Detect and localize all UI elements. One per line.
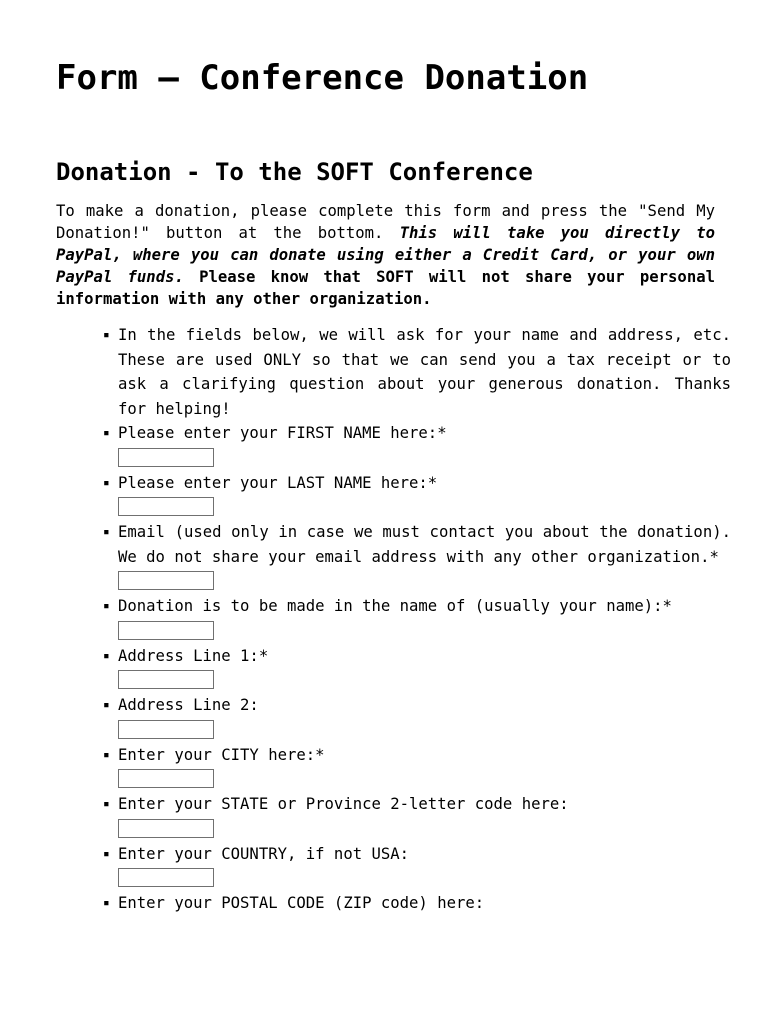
address-line-2-input[interactable] (118, 720, 214, 739)
bullet-icon: ▪ (103, 698, 110, 711)
bullet-icon: ▪ (103, 648, 110, 662)
email-input[interactable] (118, 571, 214, 590)
first-name-input[interactable] (118, 448, 214, 467)
first-name-label: Please enter your FIRST NAME here:* (118, 424, 447, 442)
section-heading: Donation - To the SOFT Conference (56, 158, 533, 186)
bullet-icon: ▪ (103, 797, 110, 810)
bullet-icon: ▪ (103, 747, 110, 761)
intro-emphasis: This will take you directly to PayPal, where you can donate using either a Credit Card, or your own PayPal funds. (56, 224, 715, 286)
address-line-2-label: Address Line 2: (118, 696, 259, 714)
email-label: Email (used only in case we must contact you about the donation). We do not share your email address with any other organization.* (118, 523, 731, 566)
donor-name-input[interactable] (118, 621, 214, 640)
list-item-city (103, 743, 731, 789)
address-line-1-input[interactable] (118, 670, 214, 689)
bullet-icon: ▪ (103, 328, 110, 341)
intro-lead: To make a donation, please complete this form and press the "Send My Donation!" button at the bottom. (56, 202, 715, 242)
country-label: Enter your COUNTRY, if not USA: (118, 844, 410, 863)
page-title: Form – Conference Donation (56, 58, 589, 98)
list-item-address-line-1 (103, 644, 731, 690)
last-name-label: Please enter your LAST NAME here:* (118, 473, 438, 492)
list-item-last-name (103, 471, 731, 517)
last-name-input[interactable] (118, 497, 214, 516)
form-field-list (102, 323, 731, 916)
list-item-postal-code (103, 891, 731, 916)
list-item-first-name (103, 421, 731, 467)
bullet-icon: ▪ (103, 599, 110, 612)
country-input[interactable] (118, 868, 214, 887)
bullet-icon: ▪ (103, 896, 110, 909)
intro-privacy-note: Please know that SOFT will not share your personal information with any other organization. (56, 268, 715, 308)
list-item-address-line-2 (103, 693, 731, 739)
city-input[interactable] (118, 769, 214, 788)
state-input[interactable] (118, 819, 214, 838)
bullet-icon: ▪ (103, 475, 110, 489)
bullet-icon: ▪ (103, 525, 110, 538)
list-item-info (103, 323, 731, 421)
list-item-state (103, 792, 731, 838)
state-label: Enter your STATE or Province 2-letter code here: (118, 795, 569, 813)
city-label: Enter your CITY here:* (118, 745, 325, 764)
bullet-icon: ▪ (103, 426, 110, 439)
list-item-donor-name (103, 594, 731, 640)
postal-code-label: Enter your POSTAL CODE (ZIP code) here: (118, 894, 485, 912)
intro-paragraph (56, 200, 715, 310)
info-text: In the fields below, we will ask for your name and address, etc. These are used ONLY so that we can send you a tax receipt or to ask a clarifying question about your generous donation. Thanks for helping! (118, 326, 731, 418)
address-line-1-label: Address Line 1:* (118, 646, 269, 665)
bullet-icon: ▪ (103, 846, 110, 860)
list-item-country (103, 842, 731, 888)
donor-name-label: Donation is to be made in the name of (usually your name):* (118, 597, 672, 615)
list-item-email (103, 520, 731, 590)
